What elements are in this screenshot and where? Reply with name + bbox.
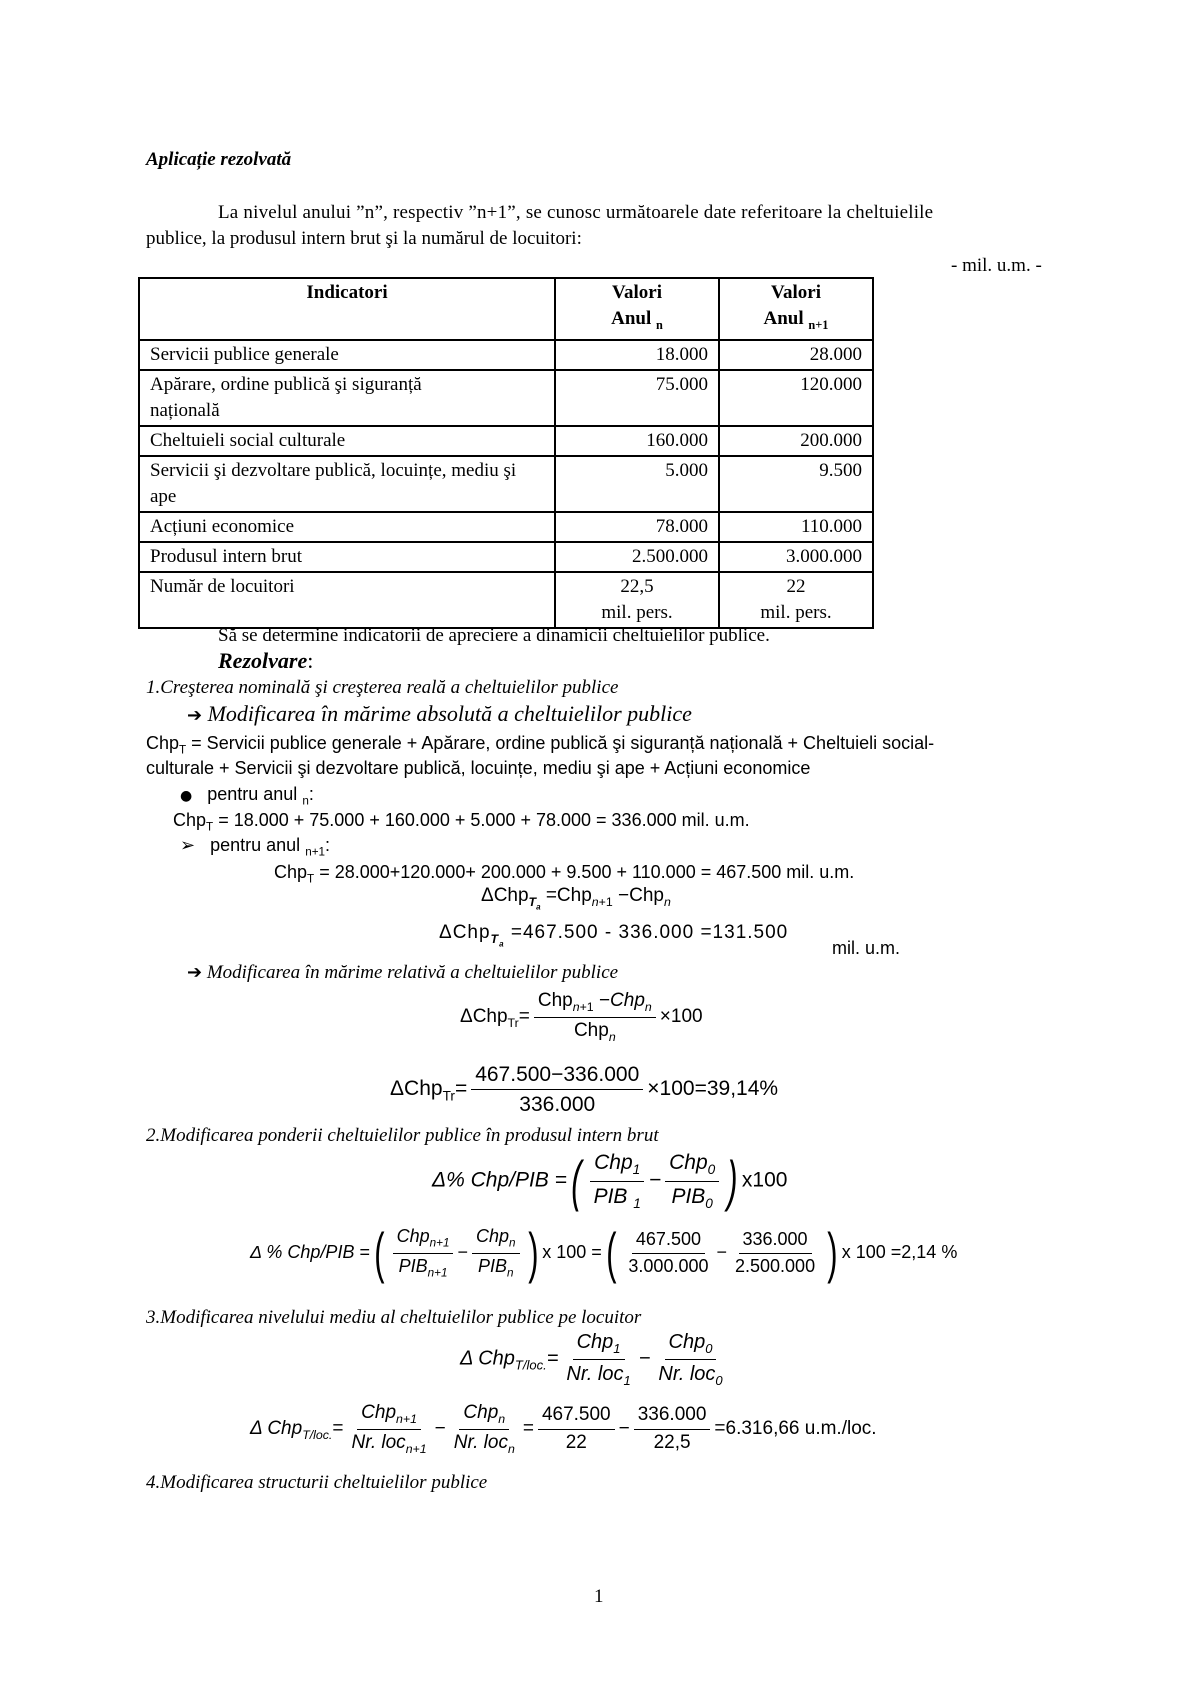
header-year-n1: Valori Anul $_{n+1}$ [719,278,873,340]
table-row [139,456,873,512]
row-value-n1: 9.500 [719,456,873,512]
table-row [139,542,873,572]
bullet-icon: ● [180,788,193,804]
row-label: Apărare, ordine publică şi siguranță națională [139,370,555,426]
section-1a-title: ➔ Modificarea în mărime absolută a cheltuielilor publice [187,701,692,726]
table-header-row [139,278,873,340]
row-value-n: 78.000 [555,512,719,542]
unit-note: - mil. u.m. - [951,255,1042,276]
row-value-n1: 110.000 [719,512,873,542]
arrow-right-icon: ➔ [187,705,203,726]
section-1b-title: ➔ Modificarea în mărime relativă a cheltuielilor publice [187,962,619,983]
row-label: Cheltuieli social culturale [139,426,555,456]
section-4-title: 4.Modificarea structurii cheltuielilor publice [146,1472,488,1493]
solution-label: Rezolvare: [218,648,314,673]
row-label: Acțiuni economice [139,512,555,542]
row-label: Servicii publice generale [139,340,555,370]
delta-abs-formula: ΔChp$_{T_a}$ =Chp$_{n+1}$ −Chp$_n$ [481,885,671,912]
per-capita-formula: Δ Chp$_{T/loc.}$= $\frac{Chp_1}{Nr. loc_1}$ − $\frac{Chp_0}{Nr. loc_0}$ [460,1331,723,1388]
section-2-title: 2.Modificarea ponderii cheltuielilor publice în produsul intern brut [146,1125,659,1146]
delta-abs-calc: ΔChp$_{T_a}$ =467.500 - 336.000 =131.500 [439,922,789,949]
header-indicators: Indicatori [139,278,555,340]
row-label: Produsul intern brut [139,542,555,572]
task-statement: Să se determine indicatorii de apreciere a dinamicii cheltuielilor publice. [218,625,770,646]
table-row [139,370,873,426]
row-value-n1: 200.000 [719,426,873,456]
chp-definition-line2: culturale + Servicii şi dezvoltare publică, locuințe, mediu şi ape + Acțiuni economice [146,758,811,778]
bullet-year-n: ● pentru anul $_n$: [180,784,314,808]
delta-abs-unit: mil. u.m. [832,938,901,958]
row-value-n: 5.000 [555,456,719,512]
header-year-n: Valori Anul $_n$ [555,278,719,340]
calc-year-n1: Chp$_T$ = 28.000+120.000+ 200.000 + 9.500 + 110.000 = 467.500 mil. u.m. [274,862,855,886]
row-value-n1: 22 mil. pers. [719,572,873,628]
section-3-title: 3.Modificarea nivelului mediu al cheltuielilor publice pe locuitor [146,1307,642,1328]
row-value-n1: 3.000.000 [719,542,873,572]
row-value-n1: 28.000 [719,340,873,370]
arrow-right-icon: ➔ [187,962,203,983]
row-value-n: 75.000 [555,370,719,426]
indicators-table [138,277,874,629]
row-value-n: 160.000 [555,426,719,456]
per-capita-calc: Δ Chp$_{T/loc.}$= $\frac{Chp_{n+1}}{Nr. loc_{n+1}}$ − $\frac{Chp_n}{Nr. loc_n}$ = $\frac{467.500}{22}$ − $\frac{336.000}{22,5}$ =6.316,66 u.m./loc. [250,1402,877,1456]
relative-formula: ΔChp$_{Tr}$= $\frac{Chp_{n+1} -Chp_n}{Chp_n}$ ×100 [460,990,703,1044]
page-number: 1 [594,1586,604,1607]
section-1-title: 1.Creşterea nominală şi creşterea reală a cheltuielilor publice [146,677,619,698]
pib-formula: Δ% Chp/PIB =( $\frac{Chp_1}{PIB _1}$ − $\frac{Chp_0}{PIB_0}$ ) x100 [432,1149,788,1213]
row-value-n: 22,5 mil. pers. [555,572,719,628]
chp-definition-line1: Chp$_T$ = Servicii publice generale + Apărare, ordine publică şi siguranță națională + Cheltuieli social- [146,733,935,757]
calc-year-n: Chp$_T$ = 18.000 + 75.000 + 160.000 + 5.000 + 78.000 = 336.000 mil. u.m. [173,810,750,834]
table-row [139,512,873,542]
bullet-year-n1: ➢ pentru anul $_{n+1}$: [180,835,331,859]
triangle-bullet-icon: ➢ [180,835,196,855]
pib-calc: Δ % Chp/PIB =( $\frac{Chp_{n+1}}{PIB_{n+1}}$ − $\frac{Chp_n}{PIB_n}$ ) x 100 =( $\frac{467.500}{3.000.000}$ − $\frac{336.000}{2.500.000}$ ) x 100 =2,14 % [250,1221,958,1284]
table-row [139,426,873,456]
table-row [139,340,873,370]
row-label: Număr de locuitori [139,572,555,628]
intro-text-line1: La nivelul anului ”n”, respectiv ”n+1”, se cunosc următoarele date referitoare la cheltuielile [218,202,934,223]
section-heading: Aplicație rezolvată [146,149,292,170]
intro-text-line2: publice, la produsul intern brut şi la numărul de locuitori: [146,228,582,249]
row-value-n1: 120.000 [719,370,873,426]
row-label: Servicii şi dezvoltare publică, locuințe, mediu şi ape [139,456,555,512]
row-value-n: 18.000 [555,340,719,370]
row-value-n: 2.500.000 [555,542,719,572]
relative-calc: ΔChp$_{Tr}$= $\frac{467.500-336.000}{336.000}$ ×100=39,14% [390,1063,779,1117]
table-row [139,572,873,628]
